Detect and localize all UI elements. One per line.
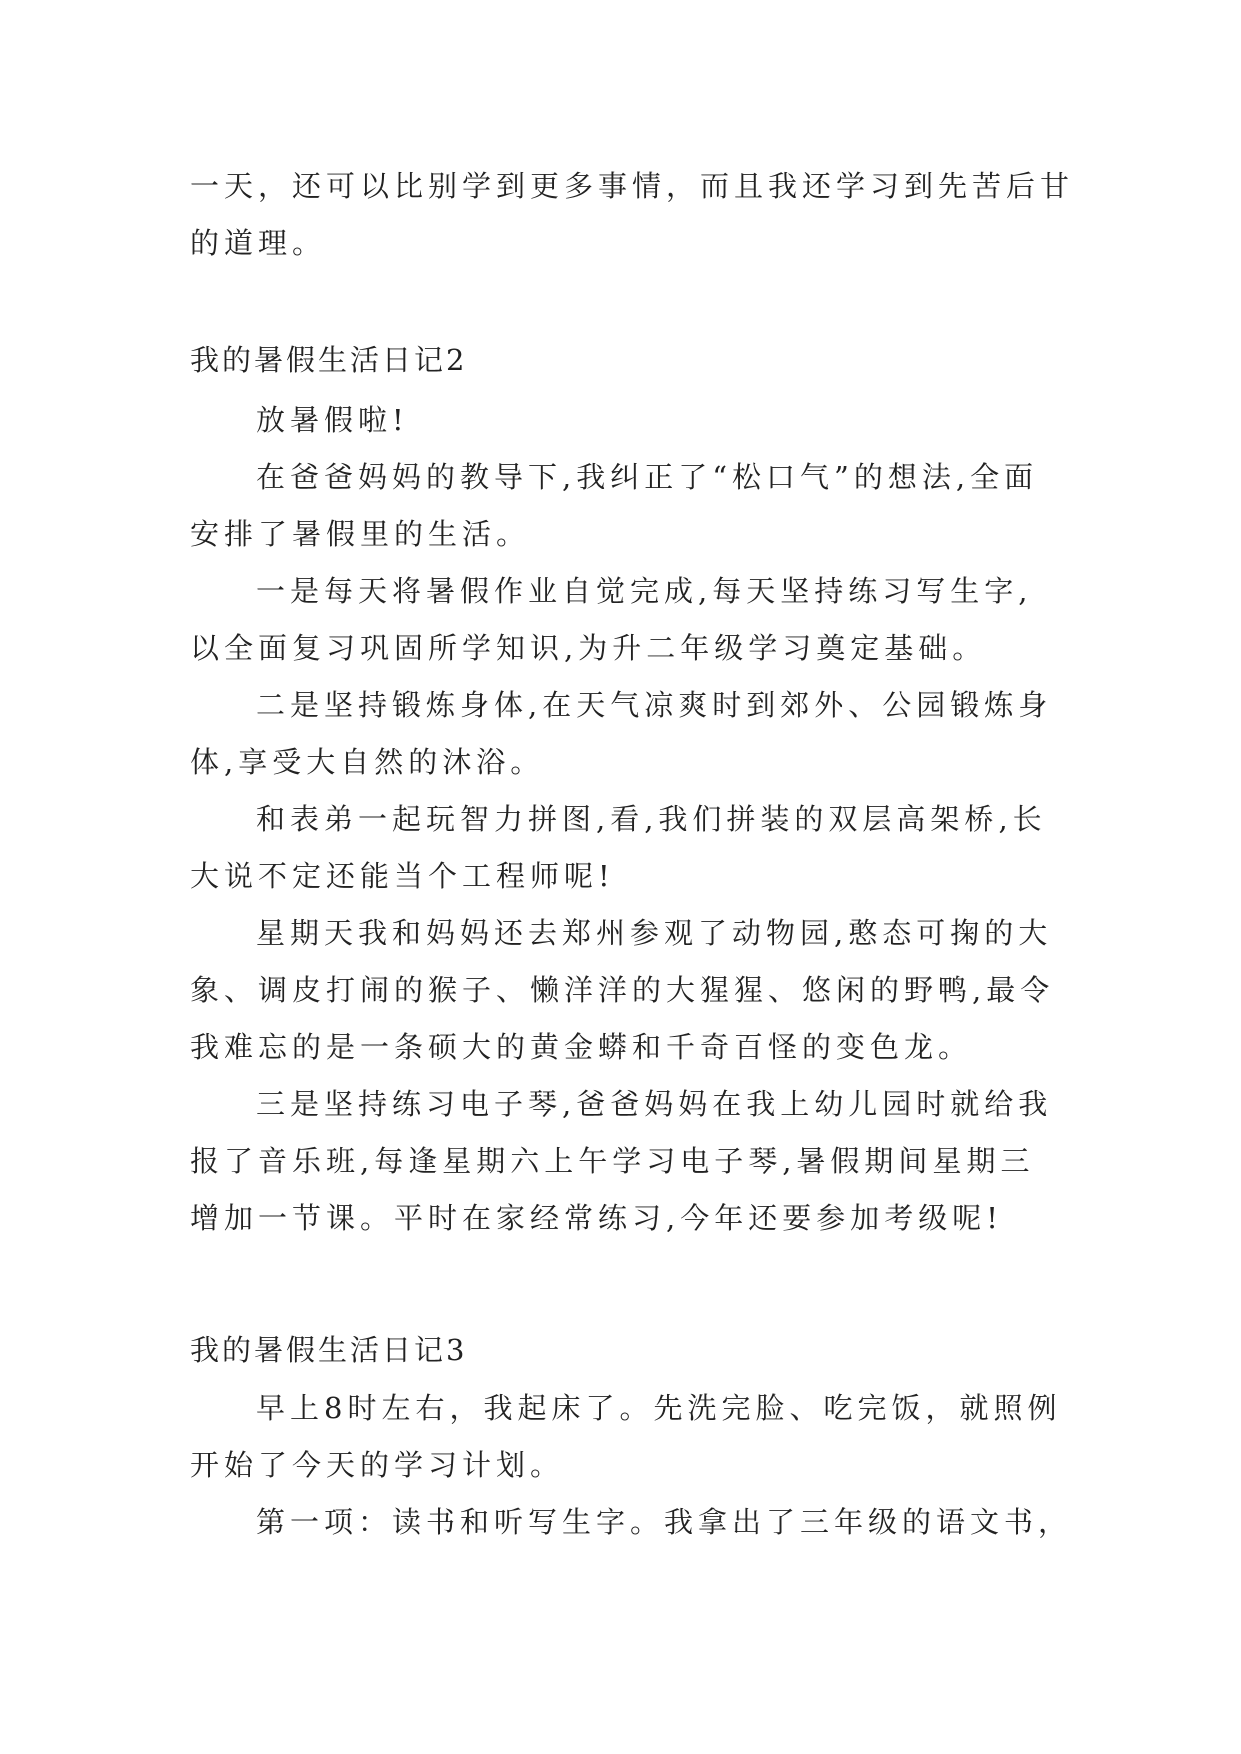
diary2-line: 和表弟一起玩智力拼图,看,我们拼装的双层高架桥,长	[256, 802, 1047, 836]
diary2-line: 报了音乐班,每逢星期六上午学习电子琴,暑假期间星期三	[190, 1144, 1035, 1178]
diary3-title: 我的暑假生活日记3	[190, 1333, 468, 1367]
diary2-line: 安排了暑假里的生活。	[190, 517, 531, 551]
diary3-body	[190, 1380, 1073, 1551]
intro-line: 的道理。	[190, 226, 327, 260]
diary2-line: 大说不定还能当个工程师呢!	[190, 859, 615, 893]
diary2-title: 我的暑假生活日记2	[190, 343, 468, 377]
diary2-line: 二是坚持锻炼身体,在天气凉爽时到郊外、公园锻炼身	[256, 688, 1053, 722]
diary3-line: 早上8时左右，我起床了。先洗完脸、吃完饭，就照例	[256, 1391, 1062, 1425]
diary2-line: 增加一节课。平时在家经常练习,今年还要参加考级呢!	[190, 1201, 1003, 1235]
diary2-line: 我难忘的是一条硕大的黄金蟒和千奇百怪的变色龙。	[190, 1030, 973, 1064]
intro-paragraph	[190, 158, 1075, 272]
intro-line: 一天，还可以比别学到更多事情，而且我还学习到先苦后甘	[190, 169, 1075, 203]
diary2-line: 以全面复习巩固所学知识,为升二年级学习奠定基础。	[190, 631, 987, 665]
diary2-line: 在爸爸妈妈的教导下,我纠正了“松口气”的想法,全面	[256, 460, 1039, 494]
diary2-line: 体,享受大自然的沐浴。	[190, 745, 545, 779]
diary3-line: 开始了今天的学习计划。	[190, 1448, 565, 1482]
diary2-line: 放暑假啦!	[256, 403, 409, 437]
diary2-line: 象、调皮打闹的猴子、懒洋洋的大猩猩、悠闲的野鸭,最令	[190, 973, 1055, 1007]
diary2-body	[190, 392, 1055, 1247]
diary3-line: 第一项：读书和听写生字。我拿出了三年级的语文书，	[256, 1505, 1073, 1539]
diary2-line: 一是每天将暑假作业自觉完成,每天坚持练习写生字,	[256, 574, 1033, 608]
diary2-line: 星期天我和妈妈还去郑州参观了动物园,憨态可掬的大	[256, 916, 1053, 950]
diary2-line: 三是坚持练习电子琴,爸爸妈妈在我上幼儿园时就给我	[256, 1087, 1053, 1121]
